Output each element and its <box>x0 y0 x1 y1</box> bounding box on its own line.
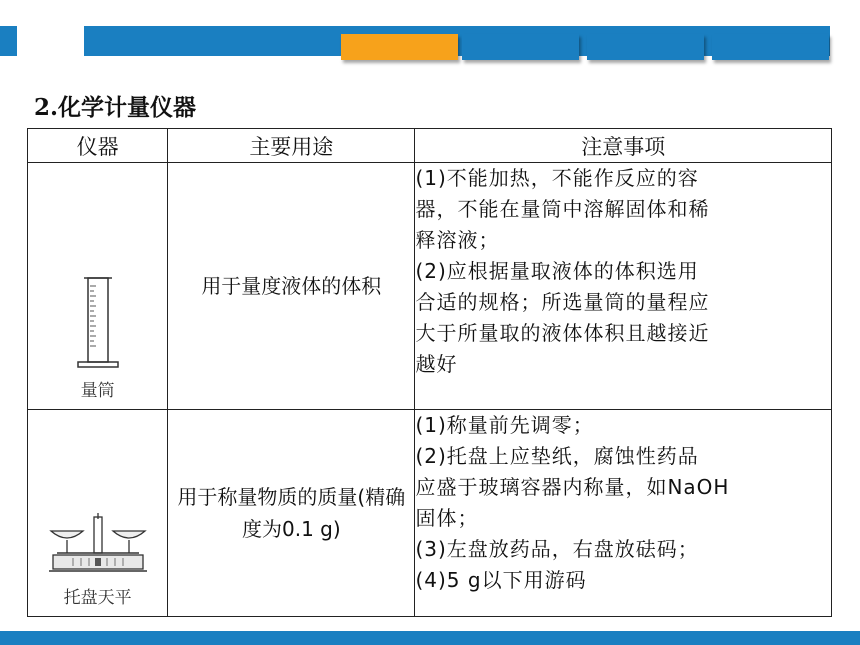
note-line: (4)5 g以下用游码 <box>415 568 587 592</box>
note-line: 大于所量取的液体体积且越接近 <box>415 321 710 345</box>
note-line: 合适的规格；所选量筒的量程应 <box>415 290 710 314</box>
note-line: 应盛于玻璃容器内称量，如NaOH <box>415 475 730 499</box>
instrument-caption: 量筒 <box>80 381 115 401</box>
instrument-caption: 托盘天平 <box>63 588 132 608</box>
header-tab-active <box>341 34 458 60</box>
header-bar-left <box>0 26 17 56</box>
header-tab-3 <box>712 34 829 60</box>
note-line: 越好 <box>415 352 458 376</box>
balance-scale-icon <box>43 509 153 579</box>
header-usage: 主要用途 <box>168 129 415 163</box>
instrument-image-cell <box>28 163 168 410</box>
header-tab-2 <box>587 34 704 60</box>
table-row <box>28 410 832 617</box>
notes-cell <box>415 410 832 617</box>
graduated-cylinder-icon <box>68 272 128 372</box>
note-line: (1)不能加热，不能作反应的容 <box>415 166 699 190</box>
header-instrument: 仪器 <box>28 129 168 163</box>
note-line: 固体； <box>415 506 479 530</box>
note-line: (2)托盘上应垫纸，腐蚀性药品 <box>415 444 699 468</box>
notes-cell <box>415 163 832 410</box>
usage-cell: 用于称量物质的质量(精确度为0.1 g) <box>168 410 415 617</box>
footer-bar <box>0 631 860 645</box>
table-row <box>28 163 832 410</box>
note-line: (3)左盘放药品，右盘放砝码； <box>415 537 699 561</box>
note-line: (2)应根据量取液体的体积选用 <box>415 259 699 283</box>
header-tab-1 <box>462 34 579 60</box>
instrument-image-cell <box>28 410 168 617</box>
note-line: 器，不能在量筒中溶解固体和稀 <box>415 197 710 221</box>
section-title: 2.化学计量仪器 <box>34 94 197 121</box>
header-notes: 注意事项 <box>415 129 832 163</box>
usage-cell: 用于量度液体的体积 <box>168 163 415 410</box>
note-line: (1)称量前先调零； <box>415 413 594 437</box>
instrument-table <box>27 128 832 617</box>
note-line: 释溶液； <box>415 228 500 252</box>
table-header-row <box>28 129 832 163</box>
